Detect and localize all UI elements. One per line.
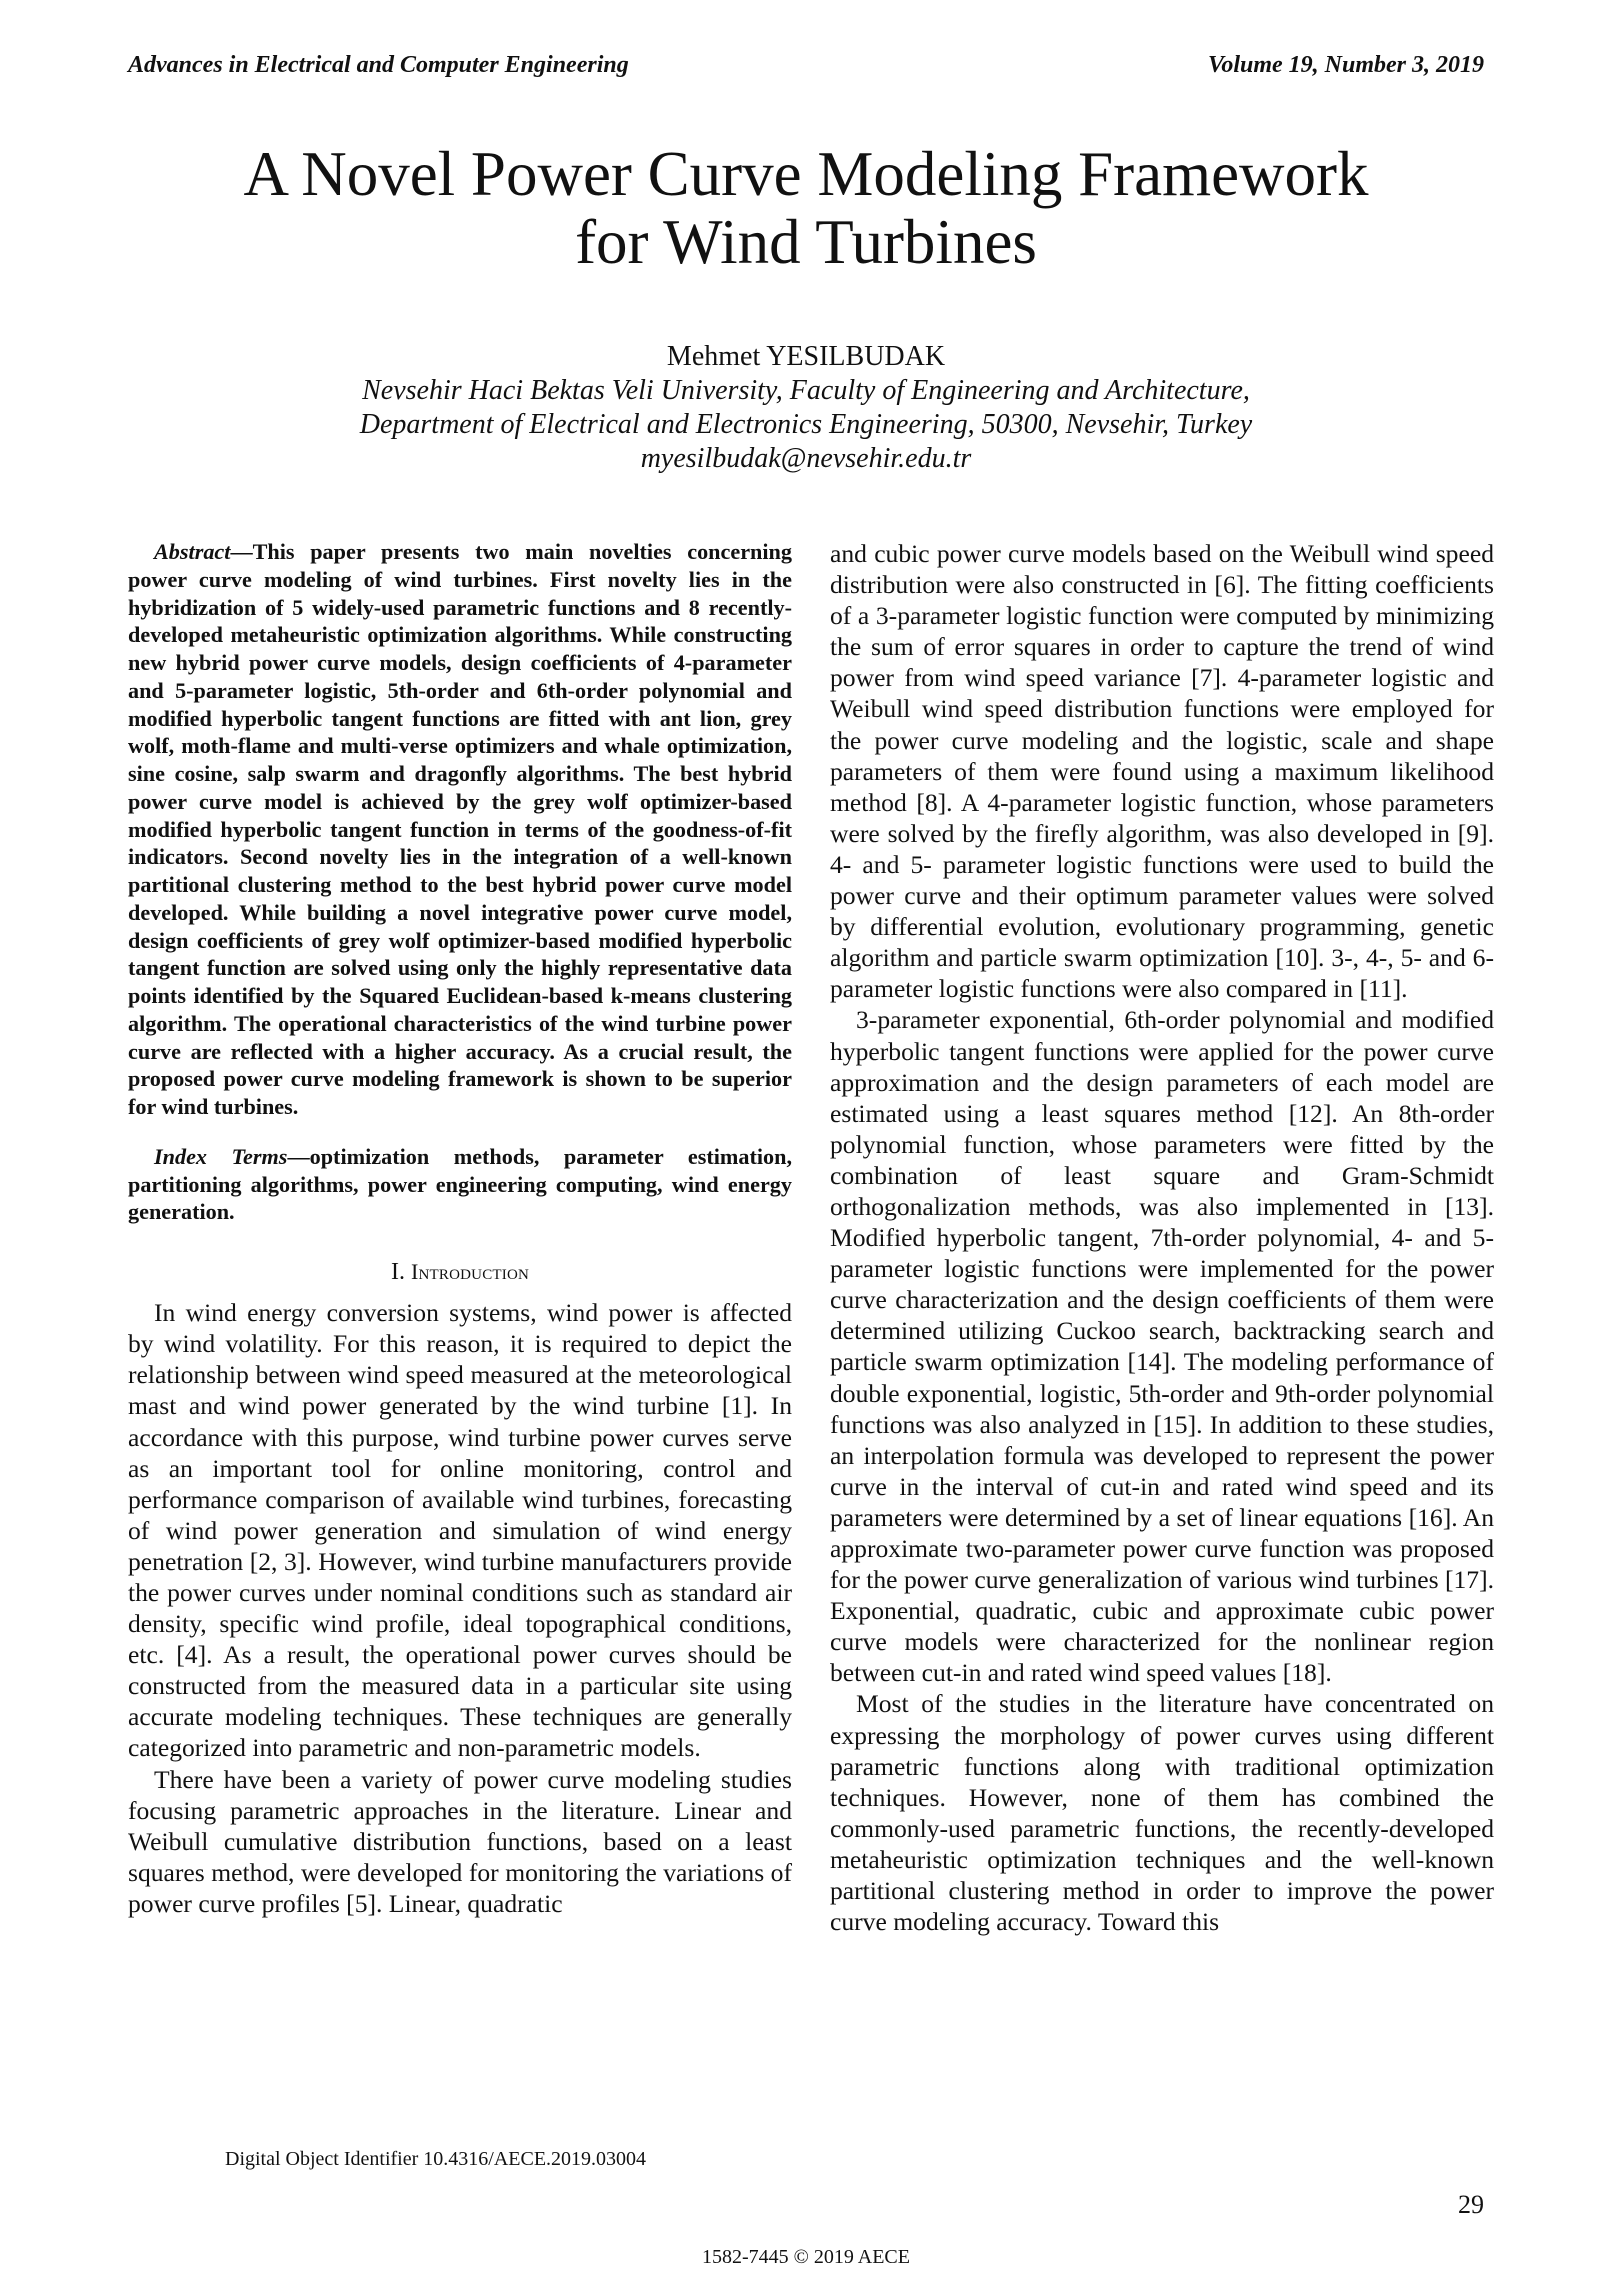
doi-footer: Digital Object Identifier 10.4316/AECE.2019.03004: [225, 2148, 647, 2170]
volume-info: Volume 19, Number 3, 2019: [1207, 52, 1484, 78]
section-numeral: I.: [390, 1259, 405, 1285]
left-column: [128, 538, 792, 1919]
title-line-2: for Wind Turbines: [575, 207, 1037, 278]
index-terms-label: Index Terms: [154, 1143, 288, 1169]
abstract-label: Abstract: [154, 539, 231, 564]
paragraph: Most of the studies in the literature have concentrated on expressing the morphology of power curves using different parametric functions along with traditional optimization techniques. However, none of them has combined the commonly-used parametric functions, the recently-developed metaheuristic optimization techniques and the well-known partitional clustering method in order to improve the power curve modeling accuracy. Toward this: [830, 1689, 1494, 1937]
author-block: [0, 340, 1612, 476]
page-number: 29: [1458, 2190, 1484, 2219]
paragraph: and cubic power curve models based on the Weibull wind speed distribution were also constructed in [6]. The fitting coefficients of a 3-parameter logistic function were computed by minimizing the sum of error squares in order to capture the trend of wind power from wind speed variance [7]. 4-parameter logistic and Weibull wind speed distribution functions were employed for the power curve modeling and the logistic, scale and shape parameters of them were found using a maximum likelihood method [8]. A 4-parameter logistic function, whose parameters were solved by the firefly algorithm, was also developed in [9]. 4- and 5- parameter logistic functions were used to build the power curve and their optimum parameter values were solved by differential evolution, evolutionary programming, genetic algorithm and particle swarm optimization [10]. 3-, 4-, 5- and 6-parameter logistic functions were also compared in [11].: [830, 539, 1494, 1004]
journal-name: Advances in Electrical and Computer Engineering: [128, 52, 629, 78]
abstract-text: —This paper presents two main novelties concerning power curve modeling of wind turbines. First novelty lies in the hybridization of 5 widely-used parametric functions and 8 recently-developed metaheuristic optimization algorithms. While constructing new hybrid power curve models, design coefficients of 4-parameter and 5-parameter logistic, 5th-order and 6th-order polynomial and modified hyperbolic tangent functions are fitted with ant lion, grey wolf, moth-flame and multi-verse optimizers and whale optimization, sine cosine, salp swarm and dragonfly algorithms. The best hybrid power curve model is achieved by the grey wolf optimizer-based modified hyperbolic tangent function in terms of the goodness-of-fit indicators. Second novelty lies in the integration of a well-known partitional clustering method to the best hybrid power curve model developed. While building a novel integrative power curve model, design coefficients of grey wolf optimizer-based modified hyperbolic tangent function are solved using only the highly representative data points identified by the Squared Euclidean-based k-means clustering algorithm. The operational characteristics of the wind turbine power curve are reflected with a higher accuracy. As a crucial result, the proposed power curve modeling framework is shown to be superior for wind turbines.: [128, 539, 792, 1119]
issn-footer: 1582-7445 © 2019 AECE: [702, 2246, 910, 2268]
paragraph: In wind energy conversion systems, wind power is affected by wind volatility. For this reason, it is required to depict the relationship between wind speed measured at the meteorological mast and wind power generated by the wind turbine [1]. In accordance with this purpose, wind turbine power curves serve as an important tool for online monitoring, control and performance comparison of available wind turbines, forecasting of wind power generation and simulation of wind energy penetration [2, 3]. However, wind turbine manufacturers provide the power curves under nominal conditions such as standard air density, specific wind profile, ideal topographical conditions, etc. [4]. As a result, the operational power curves should be constructed from the measured data in a particular site using accurate modeling techniques. These techniques are generally categorized into parametric and non-parametric models.: [128, 1298, 792, 1763]
index-terms-text: —optimization methods, parameter estimation, partitioning algorithms, power engineering computing, wind energy generation.: [128, 1143, 792, 1225]
title-line-1: A Novel Power Curve Modeling Framework: [243, 139, 1369, 209]
affiliation-line-2: Department of Electrical and Electronics Engineering, 50300, Nevsehir, Turkey: [359, 409, 1253, 440]
author-email: myesilbudak@nevsehir.edu.tr: [640, 443, 972, 474]
paragraph: There have been a variety of power curve modeling studies focusing parametric approaches in the literature. Linear and Weibull cumulative distribution functions, based on a least squares method, were developed for monitoring the variations of power curve profiles [5]. Linear, quadratic: [128, 1764, 792, 1918]
affiliation-line-1: Nevsehir Haci Bektas Veli University, Faculty of Engineering and Architecture,: [362, 375, 1250, 406]
abstract: [128, 538, 792, 1121]
right-column: [830, 538, 1494, 1937]
section-title: Introduction: [410, 1259, 530, 1284]
index-terms: [128, 1143, 792, 1226]
section-heading-introduction: [128, 1258, 792, 1287]
paper-title: [0, 140, 1612, 276]
paragraph: 3-parameter exponential, 6th-order polynomial and modified hyperbolic tangent functions were applied for the power curve approximation and the design parameters of each model are estimated using a least squares method [12]. An 8th-order polynomial function, whose parameters were fitted by the combination of least square and Gram-Schmidt orthogonalization methods, was also implemented in [13]. Modified hyperbolic tangent, 7th-order polynomial, 4- and 5- parameter logistic functions were implemented for the power curve characterization and the design coefficients of them were determined utilizing Cuckoo search, backtracking search and particle swarm optimization [14]. The modeling performance of double exponential, logistic, 5th-order and 9th-order polynomial functions was also analyzed in [15]. In addition to these studies, an interpolation formula was developed to represent the power curve in the interval of cut-in and rated wind speed and its parameters were determined by a set of linear equations [16]. An approximate two-parameter power curve function was proposed for the power curve generalization of various wind turbines [17]. Exponential, quadratic, cubic and approximate cubic power curve models were characterized for the nonlinear region between cut-in and rated wind speed values [18].: [830, 1005, 1494, 1688]
author-name: Mehmet YESILBUDAK: [666, 341, 946, 372]
